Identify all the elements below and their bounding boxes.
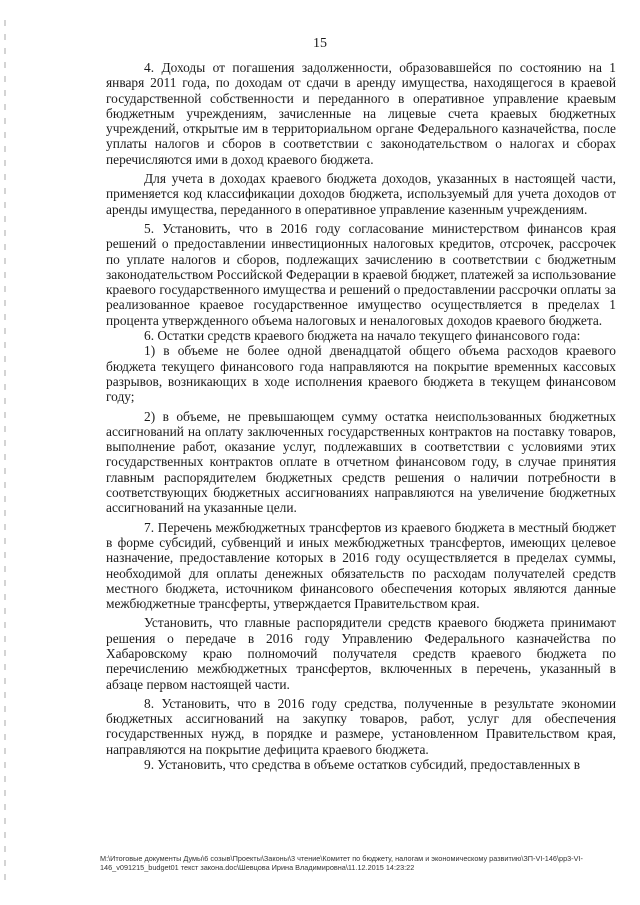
paragraph-6: 6. Остатки средств краевого бюджета на начало текущего финансового года: [144, 328, 581, 344]
paragraph-9: 9. Установить, что средства в объеме остатков субсидий, предоставленных в [144, 757, 581, 773]
paragraph-7: 7. Перечень межбюджетных трансфертов из краевого бюджета в местный бюджет в форме субсидий, субвенций и иных межбюджетных трансфертов, имеющих целевое назначение, предоставление которых в 2016 году осуществляется в пределах суммы, необходимой для оплаты денежных обязательств по расходам получателей средств местного бюджета, источником финансового обеспечения которых являются данные межбюджетные трансферты, утверждается Правительством края. [106, 519, 616, 612]
scan-edge-mark [4, 20, 6, 880]
paragraph-4-note: Для учета в доходах краевого бюджета доходов, указанных в настоящей части, применяется код классификации доходов бюджета, используемый для учета доходов от аренды имущества, переданного в оперативное управление казенным учреждениям. [106, 171, 616, 217]
paragraph-8: 8. Установить, что в 2016 году средства, полученные в результате экономии бюджетных ассигнований на закупку товаров, работ, услуг для обеспечения государственных нужд, в порядке и размере, установленном Правительством края, направляются на покрытие дефицита краевого бюджета. [106, 695, 616, 757]
paragraph-7-note: Установить, что главные распорядители средств краевого бюджета принимают решения о передаче в 2016 году Управлению Федерального казначейства по Хабаровскому краю полномочий получателя средств краевого бюджета по перечислению межбюджетных трансфертов, включенных в перечень, указанный в абзаце первом настоящей части. [106, 615, 616, 692]
file-path-footer: М:\Итоговые документы Думы\6 созыв\Проекты\Законы\3 чтение\Комитет по бюджету, налогам и экономическому развитию\ЗП-VI-146\рр3-VI-146_v091215_budget01 текст закона.doc\Шевцова Ирина Владимировна\11.12.2015 14:23:22 [100, 854, 583, 872]
page-number: 15 [313, 36, 327, 51]
document-body [106, 60, 616, 772]
paragraph-6-item-2: 2) в объеме, не превышающем сумму остатка неиспользованных бюджетных ассигнований на оплату заключенных государственных контрактов на поставку товаров, выполнение работ, оказание услуг, подлежавших в соответствии с условиями этих государственных контрактов оплате в отчетном финансовом году, в случае принятия главным распорядителем бюджетных средств решения о наличии потребности в соответствующих бюджетных ассигнованиях направляются на увеличение бюджетных ассигнований на указанные цели. [106, 408, 616, 516]
paragraph-4: 4. Доходы от погашения задолженности, образовавшейся по состоянию на 1 января 2011 года, по доходам от сдачи в аренду имущества, находящегося в краевой государственной собственности и переданного в оперативное управление краевым бюджетным учреждениям, зачисленные на лицевые счета краевых бюджетных учреждений, открытые им в территориальном органе Федерального казначейства, после уплаты налогов и сборов в соответствии с законодательством о налогах и сборах перечисляются ими в доход краевого бюджета. [106, 60, 616, 167]
paragraph-6-item-1: 1) в объеме не более одной двенадцатой общего объема расходов краевого бюджета текущего финансового года направляются на покрытие временных кассовых разрывов, возникающих в ходе исполнения краевого бюджета в текущем финансовом году; [106, 343, 616, 405]
paragraph-5: 5. Установить, что в 2016 году согласование министерством финансов края решений о предоставлении инвестиционных налоговых кредитов, отсрочек, рассрочек по уплате налогов и сборов, подлежащих зачислению в соответствии с бюджетным законодательством Российской Федерации в краевой бюджет, платежей за использование краевого государственного имущества и решений о предоставлении рассрочки оплаты за реализованное краевое государственное имущество осуществляется в пределах 1 процента утвержденного объема налоговых и неналоговых доходов краевого бюджета. [106, 220, 616, 328]
